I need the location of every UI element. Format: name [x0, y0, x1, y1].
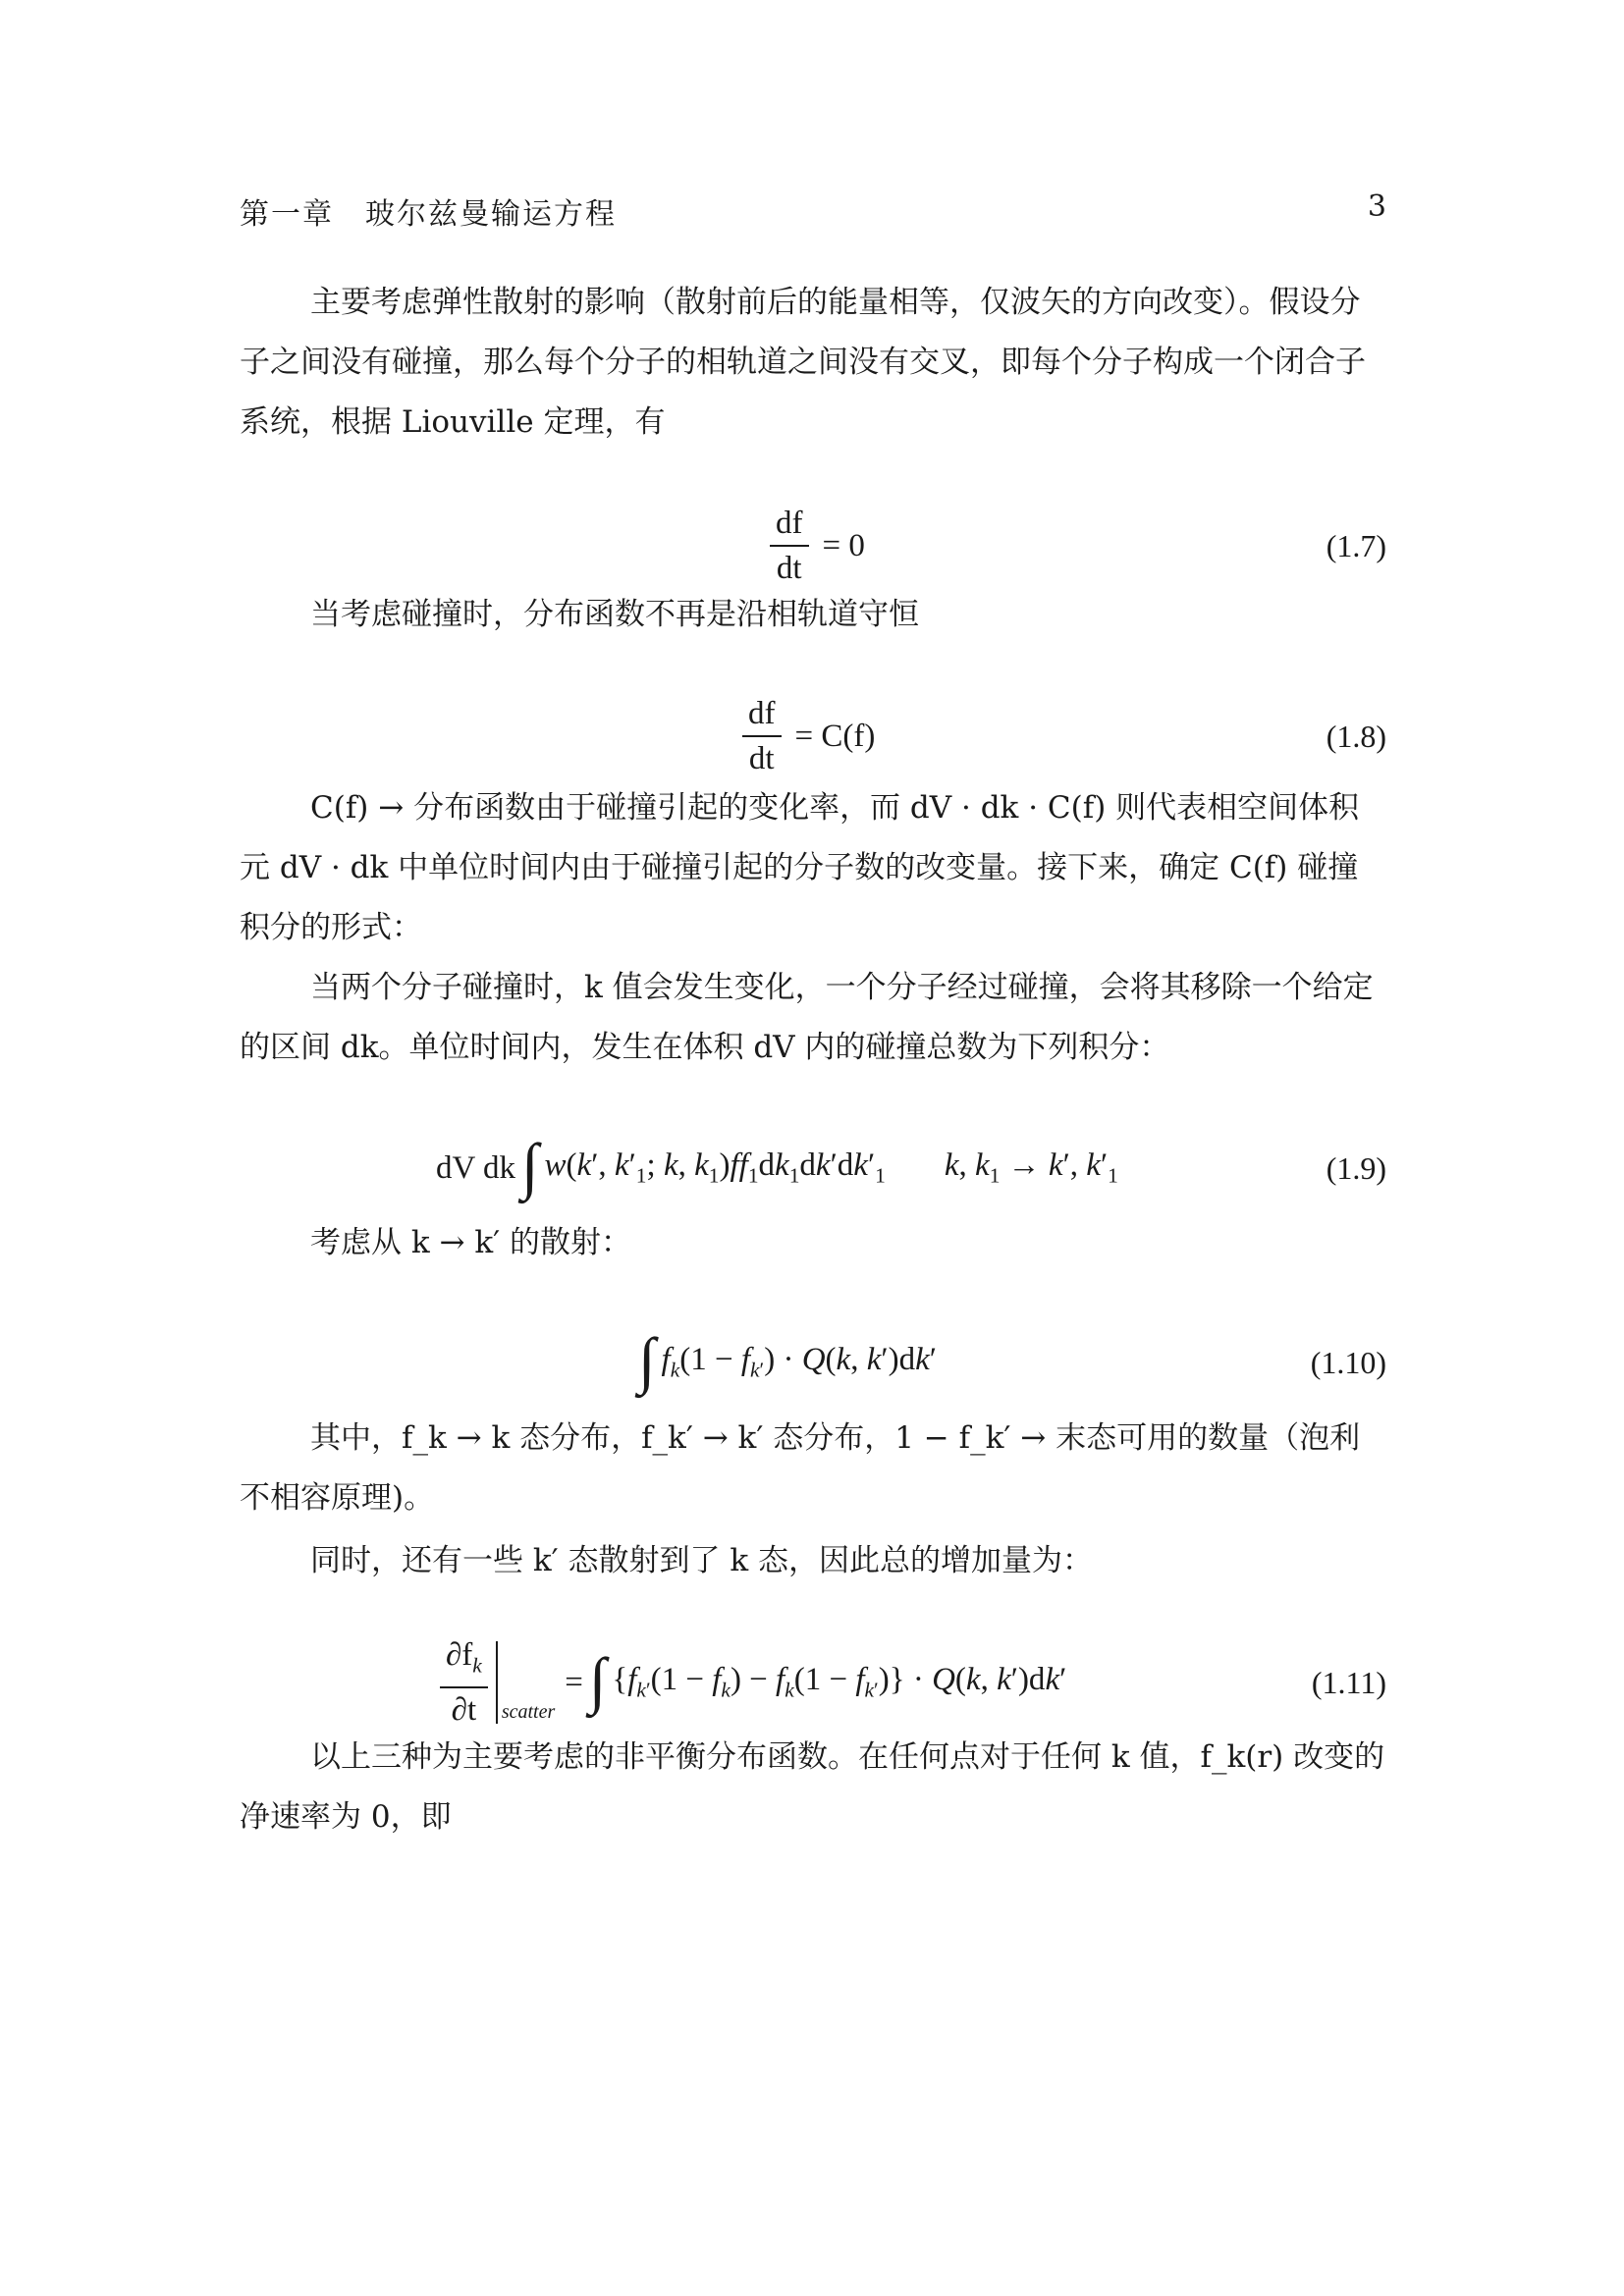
paragraph-6: 其中，f_k → k 态分布，f_k′ → k′ 态分布，1 − f_k′ → 末态可用的数量（泡利不相容原理)。 [240, 1420, 1361, 1516]
equation-1-8-body: $\frac{df}{dt}$ = C(f) [738, 687, 875, 785]
equation-1-11-body: $\frac{\partial f_k}{\partial t}$ scatter = ∫ $\{f_{k'}(1 - f_k) - f_k(1 - f_{k'})\} \cdot Q(k$, k′)dk′ [436, 1633, 1066, 1732]
page-number: 3 [1367, 189, 1386, 224]
equation-number: (1.11) [1311, 1664, 1386, 1700]
equation-1-9-body: dV dk ∫ w(k′, $k'_1$; k, $k_1)ff_1dk_1dk'dk'_1$ k, $k_1 \to k'$, $k'_1$ [436, 1131, 1118, 1201]
equation-1-11 [240, 1633, 1386, 1732]
equation-1-10-body: ∫ $f_k(1 - f_{k'}) \cdot Q(k$, k′)dk′ [638, 1325, 937, 1395]
paragraph-7: 同时，还有一些 k′ 态散射到了 k 态，因此总的增加量为： [310, 1543, 1094, 1578]
paragraph-2: 当考虑碰撞时，分布函数不再是沿相轨道守恒 [310, 597, 919, 632]
fraction: $\frac{df}{dt}$ [770, 504, 809, 588]
equation-number: (1.8) [1326, 718, 1386, 754]
paragraph-1: 主要考虑弹性散射的影响（散射前后的能量相等，仅波矢的方向改变）。假设分子之间没有碰撞，那么每个分子的相轨道之间没有交叉，即每个分子构成一个闭合子系统，根据 Liouville 定理，有 [240, 285, 1366, 440]
equation-number: (1.7) [1326, 527, 1386, 563]
equation-1-8 [240, 687, 1386, 785]
integral-sign: ∫ [638, 1325, 656, 1395]
equation-1-9 [240, 1119, 1386, 1217]
chapter-title: 第一章 玻尔兹曼输运方程 [240, 197, 617, 232]
integral-sign: ∫ [588, 1645, 607, 1715]
integral-sign: ∫ [521, 1131, 539, 1201]
running-header [240, 189, 1386, 232]
paragraph-5: 考虑从 k → k′ 的散射： [310, 1225, 631, 1260]
equation-1-7 [240, 497, 1386, 595]
fraction: $\frac{\partial f_k}{\partial t}$ [440, 1635, 488, 1731]
paragraph-3: C(f) → 分布函数由于碰撞引起的变化率，而 dV · dk · C(f) 则代表相空间体积元 dV · dk 中单位时间内由于碰撞引起的分子数的改变量。接下来，确定 C(f) 碰撞积分的形式： [240, 790, 1360, 945]
equation-number: (1.9) [1326, 1149, 1386, 1186]
paragraph-4: 当两个分子碰撞时，k 值会发生变化，一个分子经过碰撞，会将其移除一个给定的区间 dk。单位时间内，发生在体积 dV 内的碰撞总数为下列积分： [240, 970, 1374, 1065]
paragraph-8: 以上三种为主要考虑的非平衡分布函数。在任何点对于任何 k 值，f_k(r) 改变的净速率为 0，即 [240, 1739, 1385, 1835]
equation-number: (1.10) [1310, 1344, 1386, 1380]
equation-1-7-body: $\frac{df}{dt}$ = 0 [766, 497, 865, 595]
fraction: $\frac{df}{dt}$ [742, 694, 782, 778]
equation-1-10 [240, 1313, 1386, 1412]
evaluation-bar [496, 1641, 498, 1724]
